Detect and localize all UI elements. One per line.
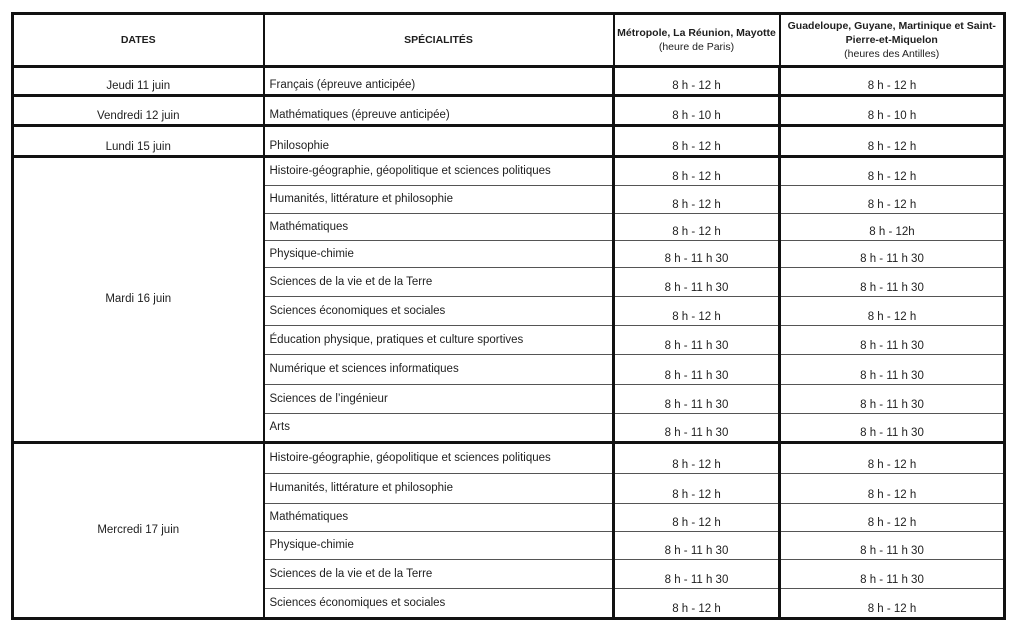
specialite-cell: Sciences économiques et sociales <box>264 297 614 326</box>
specialite-cell: Philosophie <box>264 126 614 157</box>
metropole-time-cell: 8 h - 12 h <box>614 297 780 326</box>
metropole-time-cell: 8 h - 12 h <box>614 67 780 96</box>
specialite-cell: Sciences de l’ingénieur <box>264 385 614 414</box>
metropole-time-cell: 8 h - 12 h <box>614 186 780 214</box>
specialite-cell: Physique-chimie <box>264 241 614 268</box>
antilles-time-cell: 8 h - 12 h <box>780 504 1005 532</box>
specialite-cell: Sciences de la vie et de la Terre <box>264 268 614 297</box>
header-antilles <box>780 14 1005 67</box>
metropole-time-cell: 8 h - 12 h <box>614 443 780 474</box>
table-row <box>13 67 1005 96</box>
antilles-time-cell: 8 h - 11 h 30 <box>780 268 1005 297</box>
antilles-time-cell: 8 h - 12 h <box>780 126 1005 157</box>
metropole-time-cell: 8 h - 11 h 30 <box>614 385 780 414</box>
specialite-cell: Mathématiques <box>264 504 614 532</box>
date-cell: Lundi 15 juin <box>13 126 264 157</box>
metropole-time-cell: 8 h - 12 h <box>614 126 780 157</box>
schedule-body <box>13 67 1005 619</box>
metropole-time-cell: 8 h - 10 h <box>614 96 780 126</box>
header-metropole-title: Métropole, La Réunion, Mayotte <box>617 27 776 39</box>
metropole-time-cell: 8 h - 11 h 30 <box>614 414 780 443</box>
header-dates: DATES <box>13 14 264 67</box>
metropole-time-cell: 8 h - 11 h 30 <box>614 326 780 355</box>
antilles-time-cell: 8 h - 11 h 30 <box>780 532 1005 560</box>
table-row <box>13 96 1005 126</box>
specialite-cell: Français (épreuve anticipée) <box>264 67 614 96</box>
date-cell: Mardi 16 juin <box>13 157 264 443</box>
specialite-cell: Sciences économiques et sociales <box>264 589 614 619</box>
header-metropole-note: (heure de Paris) <box>658 41 735 53</box>
specialite-cell: Humanités, littérature et philosophie <box>264 186 614 214</box>
antilles-time-cell: 8 h - 12 h <box>780 443 1005 474</box>
specialite-cell: Humanités, littérature et philosophie <box>264 474 614 504</box>
date-cell: Jeudi 11 juin <box>13 67 264 96</box>
table-row <box>13 157 1005 186</box>
exam-schedule-table <box>11 12 1006 620</box>
specialite-cell: Histoire-géographie, géopolitique et sciences politiques <box>264 443 614 474</box>
metropole-time-cell: 8 h - 12 h <box>614 157 780 186</box>
specialite-cell: Histoire-géographie, géopolitique et sciences politiques <box>264 157 614 186</box>
header-antilles-note: (heures des Antilles) <box>844 48 940 60</box>
metropole-time-cell: 8 h - 12 h <box>614 214 780 241</box>
specialite-cell: Physique-chimie <box>264 532 614 560</box>
specialite-cell: Mathématiques (épreuve anticipée) <box>264 96 614 126</box>
antilles-time-cell: 8 h - 12 h <box>780 67 1005 96</box>
specialite-cell: Éducation physique, pratiques et culture sportives <box>264 326 614 355</box>
antilles-time-cell: 8 h - 11 h 30 <box>780 385 1005 414</box>
antilles-time-cell: 8 h - 12 h <box>780 297 1005 326</box>
antilles-time-cell: 8 h - 12 h <box>780 589 1005 619</box>
antilles-time-cell: 8 h - 12 h <box>780 186 1005 214</box>
antilles-time-cell: 8 h - 11 h 30 <box>780 560 1005 589</box>
antilles-time-cell: 8 h - 11 h 30 <box>780 241 1005 268</box>
antilles-time-cell: 8 h - 11 h 30 <box>780 355 1005 385</box>
metropole-time-cell: 8 h - 12 h <box>614 504 780 532</box>
table-row <box>13 443 1005 474</box>
metropole-time-cell: 8 h - 12 h <box>614 589 780 619</box>
antilles-time-cell: 8 h - 12h <box>780 214 1005 241</box>
specialite-cell: Sciences de la vie et de la Terre <box>264 560 614 589</box>
metropole-time-cell: 8 h - 11 h 30 <box>614 532 780 560</box>
specialite-cell: Mathématiques <box>264 214 614 241</box>
metropole-time-cell: 8 h - 11 h 30 <box>614 355 780 385</box>
metropole-time-cell: 8 h - 11 h 30 <box>614 268 780 297</box>
date-cell: Vendredi 12 juin <box>13 96 264 126</box>
antilles-time-cell: 8 h - 12 h <box>780 157 1005 186</box>
specialite-cell: Numérique et sciences informatiques <box>264 355 614 385</box>
metropole-time-cell: 8 h - 11 h 30 <box>614 560 780 589</box>
date-cell: Mercredi 17 juin <box>13 443 264 619</box>
header-row <box>13 14 1005 67</box>
antilles-time-cell: 8 h - 11 h 30 <box>780 326 1005 355</box>
table-row <box>13 126 1005 157</box>
antilles-time-cell: 8 h - 11 h 30 <box>780 414 1005 443</box>
antilles-time-cell: 8 h - 10 h <box>780 96 1005 126</box>
metropole-time-cell: 8 h - 11 h 30 <box>614 241 780 268</box>
antilles-time-cell: 8 h - 12 h <box>780 474 1005 504</box>
specialite-cell: Arts <box>264 414 614 443</box>
header-specialites: SPÉCIALITÉS <box>264 14 614 67</box>
metropole-time-cell: 8 h - 12 h <box>614 474 780 504</box>
header-metropole <box>614 14 780 67</box>
header-antilles-title: Guadeloupe, Guyane, Martinique et Saint-Pierre-et-Miquelon <box>787 20 996 46</box>
